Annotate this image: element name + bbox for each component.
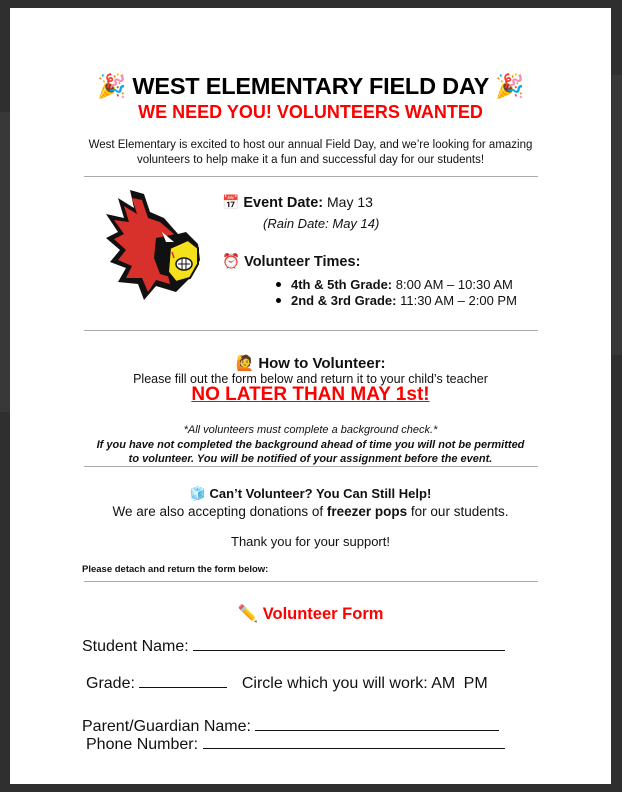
student-name-blank[interactable] [193, 636, 505, 651]
intro-line-1: West Elementary is excited to host our annual Field Day, and we’re looking for amazing [88, 139, 533, 151]
phone-number-blank[interactable] [203, 734, 505, 749]
donations-text-after: for our students. [407, 504, 509, 519]
alarm-clock-icon: ⏰ [222, 254, 241, 270]
pm-option[interactable]: PM [463, 675, 488, 692]
intro-line-2: volunteers to help make it a fun and successful day for our students! [136, 154, 485, 166]
document-page [10, 8, 611, 784]
circle-shift-label: Circle which you will work: [241, 675, 428, 692]
time-slot-time: 8:00 AM – 10:30 AM [395, 277, 513, 292]
student-name-field[interactable] [82, 636, 505, 656]
cardinal-mascot-icon [104, 188, 202, 302]
raising-hand-icon: 🙋 [235, 354, 255, 372]
background-window-strip-right [612, 75, 622, 355]
donations-text-before: We are also accepting donations of [112, 504, 327, 519]
time-slot-grade: 4th & 5th Grade: [291, 277, 393, 292]
donations-heading-text: Can’t Volunteer? You Can Still Help! [209, 486, 432, 501]
pencil-icon: ✏️ [237, 604, 259, 623]
divider [84, 581, 538, 582]
donations-item: freezer pops [326, 504, 408, 519]
form-title-text: Volunteer Form [262, 605, 384, 623]
time-slot [276, 277, 513, 292]
phone-number-label: Phone Number: [86, 736, 199, 753]
grade-blank[interactable] [139, 673, 227, 688]
time-slot-grade: 2nd & 3rd Grade: [291, 293, 397, 308]
phone-number-field[interactable] [86, 734, 505, 754]
warning-line-1: If you have not completed the background ahead of time you will not be permitted [96, 439, 525, 451]
bullet [276, 298, 281, 303]
parent-name-blank[interactable] [255, 716, 499, 731]
background-window-strip-left [0, 112, 10, 412]
parent-name-field[interactable] [82, 716, 499, 736]
grade-field[interactable] [86, 673, 488, 693]
event-date-label: Event Date: [243, 195, 324, 211]
divider [84, 330, 538, 331]
ice-cube-icon: 🧊 [189, 487, 206, 502]
volunteer-form-title [10, 604, 611, 624]
student-name-label: Student Name: [82, 638, 189, 655]
time-slot-time: 11:30 AM – 2:00 PM [400, 293, 517, 308]
bullet [276, 282, 281, 287]
time-slot [276, 293, 517, 308]
background-check-warning [10, 438, 611, 466]
calendar-icon: 📅 [222, 195, 240, 211]
how-to-heading-text: How to Volunteer: [258, 355, 386, 372]
divider [84, 466, 538, 467]
page-subtitle: WE NEED YOU! VOLUNTEERS WANTED [138, 102, 483, 122]
intro-paragraph [10, 138, 611, 168]
deadline-notice: NO LATER THAN MAY 1st! [191, 384, 430, 405]
page-title [10, 72, 611, 100]
volunteer-times-heading [222, 253, 360, 270]
parent-name-label: Parent/Guardian Name: [82, 718, 251, 735]
how-to-volunteer-heading [10, 354, 611, 372]
divider [84, 176, 538, 177]
am-option[interactable]: AM [431, 675, 456, 692]
grade-label: Grade: [86, 675, 135, 692]
volunteer-times-label: Volunteer Times: [244, 254, 361, 270]
background-check-notice: *All volunteers must complete a background check.* [183, 424, 438, 436]
title-text: WEST ELEMENTARY FIELD DAY [132, 73, 489, 99]
donations-heading [10, 486, 611, 502]
party-popper-icon: 🎉 [96, 72, 127, 100]
thank-you-text: Thank you for your support! [231, 534, 390, 549]
event-date-value: May 13 [327, 194, 373, 210]
rain-date: (Rain Date: May 14) [263, 216, 380, 231]
how-to-instructions: Please fill out the form below and return it to your child’s teacher [133, 372, 488, 386]
warning-line-2: to volunteer. You will be notified of your assignment before the event. [128, 453, 493, 465]
donations-text [10, 504, 611, 519]
detach-note: Please detach and return the form below: [82, 564, 269, 575]
party-popper-icon: 🎉 [494, 72, 525, 100]
event-date [222, 194, 373, 211]
